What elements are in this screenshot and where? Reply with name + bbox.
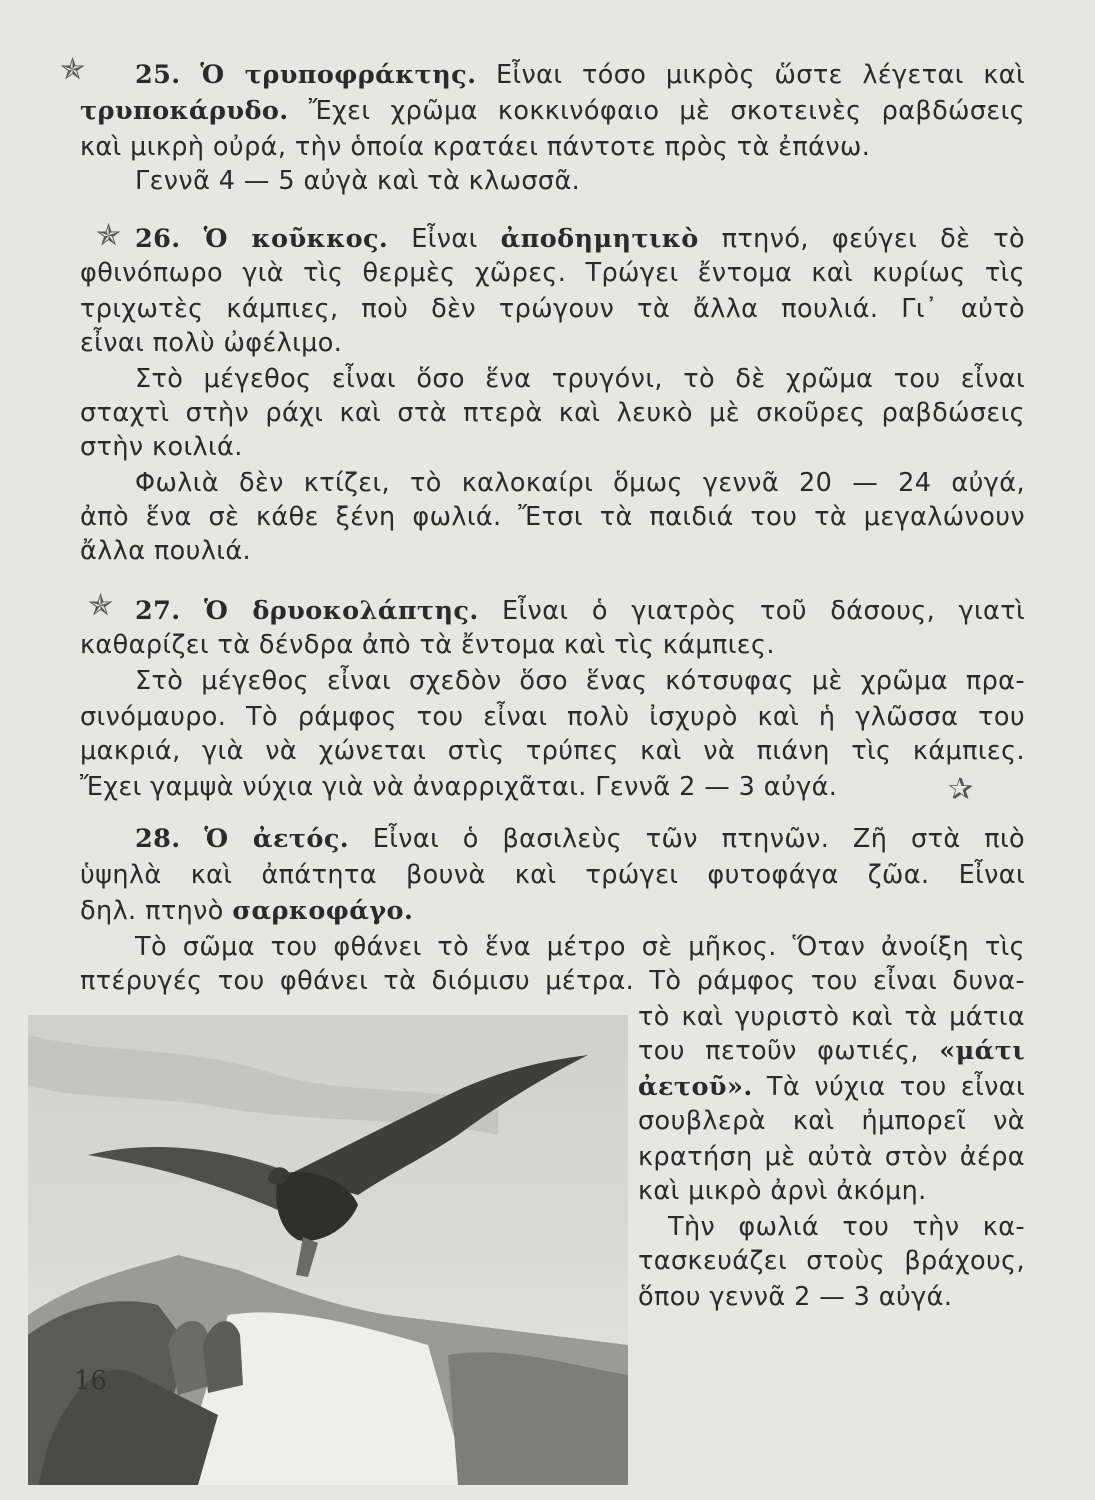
paragraph-text: Εἶναι ὁ βασιλεὺς τῶν πτηνῶν. Ζῆ στὰ πιὸ [372, 824, 1025, 854]
bold-term: τρυποκάρυδο. [80, 96, 289, 126]
section-27-line-1 [135, 594, 1025, 628]
section-26-line-8: Φωλιὰ δὲν κτίζει, τὸ καλοκαίρι ὅμως γεννᾶ 20 — 24 αὐγά, [135, 468, 1025, 498]
pencil-star-mark-icon: ✯ [88, 588, 114, 623]
section-26-line-4: εἶναι πολὺ ὠφέλιμο. [80, 328, 343, 358]
section-25-line-2 [80, 94, 1025, 128]
section-28-line-13: τασκευάζει στοὺς βράχους, [638, 1246, 1025, 1276]
section-title: Ὁ ἀετός. [204, 824, 350, 854]
section-26-line-10: ἄλλα πουλιά. [80, 536, 252, 566]
section-28-line-5: πτέρυγές του φθάνει τὰ διόμισυ μέτρα. Τὸ ράμφος του εἶναι δυνα- [80, 966, 1025, 996]
section-27-line-5: μακριά, γιὰ νὰ χώνεται στὶς τρύπες καὶ νὰ πιάνη τὶς κάμπιες. [80, 736, 1025, 766]
section-26-line-3: τριχωτὲς κάμπιες, ποὺ δὲν τρώγουν τὰ ἄλλα πουλιά. Γι᾿ αὐτὸ [80, 294, 1025, 324]
section-27-line-3: Στὸ μέγεθος εἶναι σχεδὸν ὅσο ἕνας κότσυφας μὲ χρῶμα πρα- [135, 666, 1025, 696]
paragraph-text: Εἶναι [411, 224, 478, 254]
section-26-line-1 [135, 222, 1025, 256]
paragraph-text: Εἶναι τόσο μικρὸς ὥστε λέγεται καὶ [495, 60, 1025, 90]
bold-term: ἀποδημητικὸ [500, 224, 699, 254]
section-28-line-1 [135, 822, 1025, 856]
section-title: Ὁ δρυοκολάπτης. [203, 596, 479, 626]
section-27-line-4: σινόμαυρο. Τὸ ράμφος του εἶναι πολὺ ἰσχυρὸ καὶ ἡ γλῶσσα του [80, 702, 1025, 732]
section-26-line-2: φθινόπωρο γιὰ τὶς θερμὲς χῶρες. Τρώγει ἔντομα καὶ κυρίως τὶς [80, 258, 1025, 288]
paragraph-text: δηλ. πτηνὸ [80, 896, 224, 926]
paragraph-text: του πετοῦν φωτιές, [638, 1036, 919, 1066]
section-28-line-11: καὶ μικρὸ ἀρνὶ ἀκόμη. [638, 1176, 927, 1206]
paragraph-text: Εἶναι ὁ γιατρὸς τοῦ δάσους, γιατὶ [502, 596, 1025, 626]
section-25-line-4: Γεννᾶ 4 — 5 αὐγὰ καὶ τὰ κλωσσᾶ. [135, 166, 581, 196]
rock-face [448, 1352, 628, 1485]
paragraph-text: πτηνό, φεύγει δὲ τὸ [721, 224, 1026, 254]
section-28-line-4: Τὸ σῶμα του φθάνει τὸ ἕνα μέτρο σὲ μῆκος. Ὅταν ἀνοίξη τὶς [135, 932, 1025, 962]
section-25-line-1 [135, 58, 1025, 92]
section-title: Ὁ κοῦκκος. [203, 224, 389, 254]
section-number: 25. [135, 60, 181, 90]
bold-term: σαρκοφάγο. [232, 896, 414, 926]
paragraph-text: Τὰ νύχια του εἶναι [766, 1072, 1025, 1102]
section-28-line-6: τὸ καὶ γυριστὸ καὶ τὰ μάτια [638, 1002, 1025, 1032]
section-28-line-7 [638, 1034, 1025, 1068]
section-27-line-2: καθαρίζει τὰ δένδρα ἀπὸ τὰ ἔντομα καὶ τὶς κάμπιες. [80, 630, 775, 660]
section-27-line-6: Ἔχει γαμψὰ νύχια γιὰ νὰ ἀναρριχᾶται. Γεννᾶ 2 — 3 αὐγά. [80, 772, 838, 802]
section-number: 27. [135, 596, 181, 626]
section-number: 28. [135, 824, 181, 854]
page-number: 16 [74, 1366, 108, 1396]
section-28-line-9: σουβλερὰ καὶ ἠμπορεῖ νὰ [638, 1106, 1025, 1136]
section-26-line-9: ἀπὸ ἕνα σὲ κάθε ξένη φωλιά. Ἔτσι τὰ παιδιά του τὰ μεγαλώνουν [80, 502, 1025, 532]
section-28-line-14: ὅπου γεννᾶ 2 — 3 αὐγά. [638, 1282, 953, 1312]
section-28-line-12: Τὴν φωλιά του τὴν κα- [668, 1212, 1025, 1242]
section-28-line-3 [80, 894, 1025, 928]
section-26-line-5: Στὸ μέγεθος εἶναι ὅσο ἕνα τρυγόνι, τὸ δὲ χρῶμα του εἶναι [135, 364, 1025, 394]
paragraph-text: Ἔχει χρῶμα κοκκινόφαιο μὲ σκοτεινὲς ραβδώσεις [308, 96, 1025, 126]
eagle-illustration [28, 1015, 628, 1485]
pencil-star-mark-icon: ✰ [948, 772, 974, 807]
section-28-line-2: ὑψηλὰ καὶ ἀπάτητα βουνὰ καὶ τρώγει φυτοφάγα ζῶα. Εἶναι [80, 860, 1025, 890]
section-28-line-8 [638, 1070, 1025, 1104]
section-number: 26. [135, 224, 181, 254]
section-26-line-7: στὴν κοιλιά. [80, 432, 243, 462]
section-25-line-3: καὶ μικρὴ οὐρά, τὴν ὁποία κρατάει πάντοτε πρὸς τὰ ἐπάνω. [80, 132, 871, 162]
pencil-star-mark-icon: ✯ [96, 218, 122, 253]
section-28-line-10: κρατήση μὲ αὐτὰ στὸν ἀέρα [638, 1142, 1025, 1172]
section-title: Ὁ τρυποφράκτης. [200, 60, 477, 90]
section-26-line-6: σταχτὶ στὴν ράχι καὶ στὰ πτερὰ καὶ λευκὸ μὲ σκοῦρες ραβδώσεις [80, 398, 1025, 428]
bold-term: ἀετοῦ». [638, 1072, 753, 1102]
bold-term: «μάτι [939, 1036, 1025, 1066]
pencil-star-mark-icon: ✯ [60, 52, 86, 87]
